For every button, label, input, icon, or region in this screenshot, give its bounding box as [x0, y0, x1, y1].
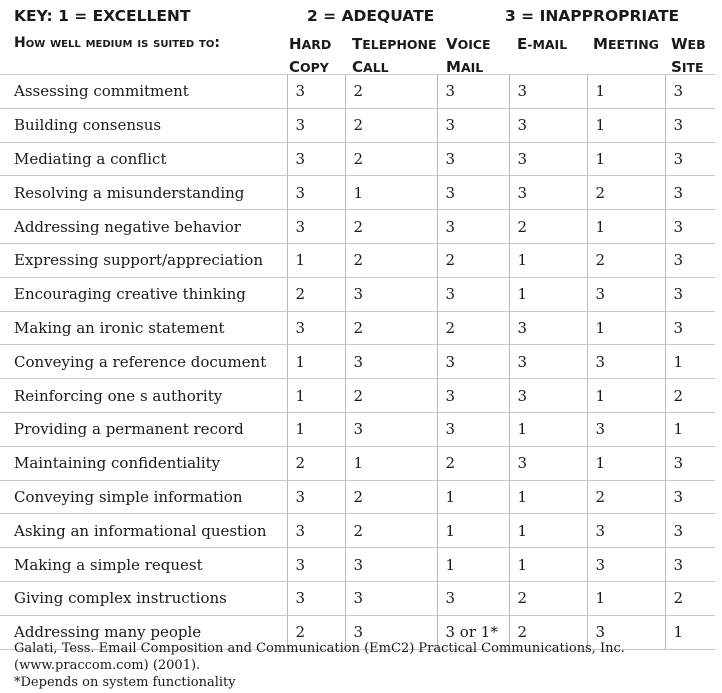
rating-cell: 3	[437, 210, 509, 244]
rating-cell: 1	[665, 345, 715, 379]
task-cell: Encouraging creative thinking	[0, 277, 287, 311]
column-header-4	[593, 33, 659, 56]
rating-cell: 3	[437, 412, 509, 446]
rating-cell: 3	[437, 581, 509, 615]
rating-cell: 3	[437, 108, 509, 142]
table-row	[0, 345, 715, 379]
rating-cell: 3	[509, 379, 587, 413]
rating-cell: 1	[345, 176, 437, 210]
table-row	[0, 277, 715, 311]
rating-cell: 1	[437, 548, 509, 582]
table-row	[0, 480, 715, 514]
rating-cell: 1	[509, 514, 587, 548]
rating-cell: 1	[287, 243, 345, 277]
rating-cell: 2	[345, 480, 437, 514]
rating-cell: 1	[587, 108, 665, 142]
rating-cell: 1	[437, 514, 509, 548]
rating-cell: 3	[287, 75, 345, 109]
rating-cell: 1	[287, 412, 345, 446]
rating-cell: 3	[587, 548, 665, 582]
rating-cell: 1	[287, 345, 345, 379]
rating-cell: 1	[287, 379, 345, 413]
rating-cell: 3	[509, 176, 587, 210]
rating-cell: 1	[665, 412, 715, 446]
task-cell: Asking an informational question	[0, 514, 287, 548]
column-header-line: WEB	[671, 35, 706, 53]
table-row	[0, 75, 715, 109]
rating-cell: 1	[587, 311, 665, 345]
table-row	[0, 548, 715, 582]
rating-cell: 3	[509, 108, 587, 142]
rating-cell: 3	[437, 345, 509, 379]
column-header-line: MEETING	[593, 35, 659, 53]
rating-cell: 2	[587, 176, 665, 210]
rating-cell: 3	[287, 514, 345, 548]
rating-cell: 1	[509, 412, 587, 446]
rating-cell: 3	[665, 311, 715, 345]
rating-cell: 3	[665, 514, 715, 548]
task-cell: Addressing many people	[0, 615, 287, 649]
rating-cell: 1	[587, 379, 665, 413]
rating-cell: 3	[587, 615, 665, 649]
column-header-line: CALL	[352, 58, 389, 76]
rating-cell: 2	[345, 75, 437, 109]
column-header-line: TELEPHONE	[352, 35, 437, 53]
task-cell: Expressing support/appreciation	[0, 243, 287, 277]
rating-cell: 3	[437, 75, 509, 109]
rating-cell: 1	[587, 142, 665, 176]
rating-cell: 2	[437, 311, 509, 345]
rating-cell: 3	[665, 75, 715, 109]
task-cell: Maintaining confidentiality	[0, 446, 287, 480]
rating-cell: 3	[345, 412, 437, 446]
rating-cell: 3	[665, 142, 715, 176]
task-cell: Reinforcing one s authority	[0, 379, 287, 413]
rating-cell: 3	[665, 277, 715, 311]
rating-cell: 2	[437, 243, 509, 277]
rating-cell: 3	[509, 311, 587, 345]
rating-cell: 3	[437, 176, 509, 210]
task-cell: Conveying a reference document	[0, 345, 287, 379]
rating-cell: 3	[437, 379, 509, 413]
column-header-5	[671, 33, 706, 79]
rating-cell: 2	[509, 615, 587, 649]
rating-cell: 3	[665, 480, 715, 514]
column-header-line: VOICE	[446, 35, 491, 53]
media-suitability-table	[0, 74, 715, 650]
rating-cell: 3 or 1*	[437, 615, 509, 649]
rating-cell: 2	[287, 615, 345, 649]
key-adequate: 2 = ADEQUATE	[307, 7, 435, 25]
rating-cell: 3	[345, 548, 437, 582]
rating-cell: 3	[287, 548, 345, 582]
rating-cell: 3	[287, 176, 345, 210]
rating-cell: 3	[665, 176, 715, 210]
citation-line-1: Galati, Tess. Email Composition and Communication (EmC2) Practical Communications, Inc.	[14, 641, 625, 656]
rating-cell: 3	[345, 277, 437, 311]
rating-cell: 1	[509, 277, 587, 311]
table-row	[0, 379, 715, 413]
rating-cell: 3	[665, 548, 715, 582]
table-row	[0, 446, 715, 480]
task-cell: Making a simple request	[0, 548, 287, 582]
rating-cell: 2	[345, 142, 437, 176]
rating-cell: 1	[665, 615, 715, 649]
rating-cell: 3	[287, 142, 345, 176]
table-row	[0, 142, 715, 176]
task-cell: Making an ironic statement	[0, 311, 287, 345]
rating-cell: 1	[509, 548, 587, 582]
rating-cell: 2	[587, 243, 665, 277]
table-row	[0, 514, 715, 548]
rating-cell: 1	[345, 446, 437, 480]
rating-cell: 1	[587, 75, 665, 109]
rating-cell: 2	[665, 379, 715, 413]
rating-cell: 2	[587, 480, 665, 514]
rating-cell: 3	[665, 243, 715, 277]
column-headers	[0, 33, 722, 75]
rating-cell: 2	[345, 379, 437, 413]
rating-cell: 3	[587, 412, 665, 446]
rating-cell: 3	[665, 446, 715, 480]
rating-cell: 3	[345, 345, 437, 379]
rating-cell: 2	[345, 514, 437, 548]
rating-cell: 2	[287, 277, 345, 311]
rating-cell: 3	[287, 480, 345, 514]
column-header-line: HARD	[289, 35, 332, 53]
column-header-line: SITE	[671, 58, 704, 76]
rating-cell: 3	[587, 345, 665, 379]
rating-cell: 1	[437, 480, 509, 514]
rating-cell: 2	[509, 581, 587, 615]
column-header-1	[352, 33, 437, 79]
key-inappropriate: 3 = INAPPROPRIATE	[505, 7, 680, 25]
task-cell: Mediating a conflict	[0, 142, 287, 176]
table-row	[0, 210, 715, 244]
rating-cell: 3	[509, 446, 587, 480]
table-row	[0, 176, 715, 210]
rating-cell: 3	[665, 108, 715, 142]
rating-cell: 2	[287, 446, 345, 480]
rating-cell: 2	[345, 210, 437, 244]
footnote: *Depends on system functionality	[14, 675, 236, 690]
rating-cell: 3	[509, 345, 587, 379]
task-cell: Giving complex instructions	[0, 581, 287, 615]
citation	[14, 640, 714, 691]
rating-cell: 3	[287, 210, 345, 244]
rating-cell: 3	[287, 311, 345, 345]
rating-cell: 3	[287, 108, 345, 142]
table-row	[0, 581, 715, 615]
table-row	[0, 108, 715, 142]
rating-cell: 3	[587, 514, 665, 548]
task-cell: Assessing commitment	[0, 75, 287, 109]
rating-cell: 3	[509, 142, 587, 176]
column-header-line: COPY	[289, 58, 329, 76]
rating-cell: 1	[587, 446, 665, 480]
task-cell: Providing a permanent record	[0, 412, 287, 446]
key-excellent: KEY: 1 = EXCELLENT	[14, 7, 191, 25]
task-cell: Conveying simple information	[0, 480, 287, 514]
rating-cell: 2	[437, 446, 509, 480]
rating-cell: 3	[287, 581, 345, 615]
column-header-line: MAIL	[446, 58, 484, 76]
table-row	[0, 243, 715, 277]
rating-cell: 1	[509, 243, 587, 277]
rating-cell: 1	[587, 581, 665, 615]
table-row	[0, 311, 715, 345]
table-row	[0, 412, 715, 446]
rating-cell: 2	[665, 581, 715, 615]
rating-cell: 3	[587, 277, 665, 311]
column-header-0	[289, 33, 331, 79]
rating-cell: 3	[665, 210, 715, 244]
rating-cell: 2	[345, 243, 437, 277]
task-column-header: How well medium is suited to:	[14, 35, 220, 51]
rating-cell: 2	[345, 311, 437, 345]
task-cell: Building consensus	[0, 108, 287, 142]
rating-cell: 3	[345, 581, 437, 615]
citation-line-2: (www.praccom.com) (2001).	[14, 658, 201, 673]
column-header-line: E-MAIL	[517, 35, 568, 53]
column-header-3	[517, 33, 567, 56]
task-cell: Addressing negative behavior	[0, 210, 287, 244]
rating-cell: 1	[509, 480, 587, 514]
rating-cell: 3	[509, 75, 587, 109]
rating-cell: 3	[345, 615, 437, 649]
key-legend	[0, 7, 722, 27]
rating-cell: 2	[509, 210, 587, 244]
task-cell: Resolving a misunderstanding	[0, 176, 287, 210]
rating-cell: 3	[437, 277, 509, 311]
rating-cell: 3	[437, 142, 509, 176]
column-header-2	[446, 33, 491, 79]
rating-cell: 2	[345, 108, 437, 142]
rating-cell: 1	[587, 210, 665, 244]
